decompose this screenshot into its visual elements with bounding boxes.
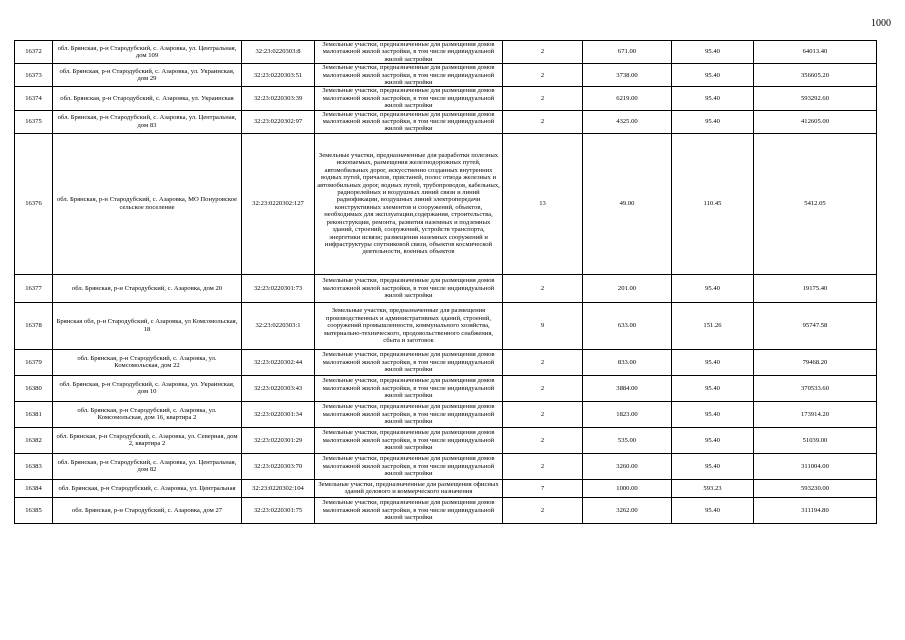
rate-cell: 151.26 [672, 302, 754, 349]
row-id-cell: 16373 [15, 64, 53, 87]
registry-rows [15, 41, 877, 524]
rate-cell: 95.40 [672, 427, 754, 453]
use-code-cell: 2 [503, 453, 583, 479]
cadastral-value-cell: 173914.20 [754, 401, 877, 427]
land-use-cell: Земельные участки, предназначенные для размещения домов малоэтажной жилой застройки, в том числе индивидуальной жилой застройки [315, 453, 503, 479]
area-cell: 833.00 [583, 349, 672, 375]
address-cell: обл. Брянская, р-н Стародубский, с. Азаровка, ул. Украинская [53, 87, 242, 110]
cadastral-value-cell: 593230.00 [754, 479, 877, 497]
area-cell: 1000.00 [583, 479, 672, 497]
address-cell: обл. Брянская, р-н Стародубский, с. Азаровка, МО Понуровское сельское поселение [53, 133, 242, 274]
address-cell: обл. Брянская, р-н Стародубский, с. Азаровка, ул. Украинская, дом 10 [53, 375, 242, 401]
land-registry-table [14, 40, 877, 524]
cadastral-number-cell: 32:23:0220301:34 [242, 401, 315, 427]
area-cell: 1823.00 [583, 401, 672, 427]
address-cell: обл. Брянская, р-н Стародубский, с. Азаровка, ул. Центральная [53, 479, 242, 497]
use-code-cell: 2 [503, 375, 583, 401]
use-code-cell: 2 [503, 401, 583, 427]
land-use-cell: Земельные участки, предназначенные для размещения домов малоэтажной жилой застройки, в том числе индивидуальной жилой застройки [315, 497, 503, 523]
use-code-cell: 2 [503, 349, 583, 375]
address-cell: Брянская обл, р-н Стародубский, с Азаровка, ул Комсомольская, 18 [53, 302, 242, 349]
area-cell: 3738.00 [583, 64, 672, 87]
use-code-cell: 2 [503, 427, 583, 453]
land-use-cell: Земельные участки, предназначенные для размещения производственных и административных зданий, строений, сооружений промышленности, коммунального хозяйства, материально-технического, продовольственного снабжения, сбыта и заготовок [315, 302, 503, 349]
table-row [15, 133, 877, 274]
area-cell: 535.00 [583, 427, 672, 453]
address-cell: обл. Брянская, р-н Стародубский, с. Азаровка, ул. Центральная, дом 109 [53, 41, 242, 64]
table-row [15, 401, 877, 427]
area-cell: 3260.00 [583, 453, 672, 479]
cadastral-value-cell: 311194.80 [754, 497, 877, 523]
area-cell: 6219.00 [583, 87, 672, 110]
rate-cell: 95.40 [672, 497, 754, 523]
cadastral-value-cell: 95747.58 [754, 302, 877, 349]
address-cell: обл. Брянская, р-н Стародубский, с. Азаровка, ул. Северная, дом 2, квартира 2 [53, 427, 242, 453]
use-code-cell: 2 [503, 110, 583, 133]
address-cell: обл. Брянская, р-н Стародубский, с. Азаровка, ул. Украинская, дом 29 [53, 64, 242, 87]
table-row [15, 479, 877, 497]
use-code-cell: 2 [503, 87, 583, 110]
cadastral-value-cell: 356605.20 [754, 64, 877, 87]
land-use-cell: Земельные участки, предназначенные для размещения домов малоэтажной жилой застройки, в том числе индивидуальной жилой застройки [315, 110, 503, 133]
land-use-cell: Земельные участки, предназначенные для размещения домов малоэтажной жилой застройки, в том числе индивидуальной жилой застройки [315, 401, 503, 427]
rate-cell: 95.40 [672, 64, 754, 87]
area-cell: 3884.00 [583, 375, 672, 401]
rate-cell: 110.45 [672, 133, 754, 274]
table-row [15, 302, 877, 349]
row-id-cell: 16380 [15, 375, 53, 401]
row-id-cell: 16372 [15, 41, 53, 64]
use-code-cell: 2 [503, 64, 583, 87]
land-use-cell: Земельные участки, предназначенные для размещения домов малоэтажной жилой застройки, в том числе индивидуальной жилой застройки [315, 375, 503, 401]
table-row [15, 64, 877, 87]
use-code-cell: 13 [503, 133, 583, 274]
table-row [15, 375, 877, 401]
area-cell: 201.00 [583, 274, 672, 302]
cadastral-value-cell: 370533.60 [754, 375, 877, 401]
land-use-cell: Земельные участки, предназначенные для размещения домов малоэтажной жилой застройки, в том числе индивидуальной жилой застройки [315, 349, 503, 375]
cadastral-number-cell: 32:23:0220302:44 [242, 349, 315, 375]
cadastral-number-cell: 32:23:0220303:51 [242, 64, 315, 87]
area-cell: 3262.00 [583, 497, 672, 523]
area-cell: 633.00 [583, 302, 672, 349]
land-use-cell: Земельные участки, предназначенные для размещения домов малоэтажной жилой застройки, в том числе индивидуальной жилой застройки [315, 87, 503, 110]
cadastral-value-cell: 593292.60 [754, 87, 877, 110]
row-id-cell: 16374 [15, 87, 53, 110]
row-id-cell: 16375 [15, 110, 53, 133]
cadastral-number-cell: 32:23:0220302:127 [242, 133, 315, 274]
rate-cell: 95.40 [672, 87, 754, 110]
cadastral-value-cell: 412605.00 [754, 110, 877, 133]
rate-cell: 95.40 [672, 274, 754, 302]
cadastral-number-cell: 32:23:0220303:39 [242, 87, 315, 110]
cadastral-number-cell: 32:23:0220301:75 [242, 497, 315, 523]
table-row [15, 349, 877, 375]
use-code-cell: 9 [503, 302, 583, 349]
row-id-cell: 16377 [15, 274, 53, 302]
land-use-cell: Земельные участки, предназначенные для размещения домов малоэтажной жилой застройки, в том числе индивидуальной жилой застройки [315, 274, 503, 302]
use-code-cell: 2 [503, 274, 583, 302]
area-cell: 4325.00 [583, 110, 672, 133]
row-id-cell: 16382 [15, 427, 53, 453]
rate-cell: 95.40 [672, 110, 754, 133]
table-row [15, 497, 877, 523]
rate-cell: 95.40 [672, 401, 754, 427]
address-cell: обл. Брянская, р-н Стародубский, с. Азаровка, ул. Центральная, дом 83 [53, 110, 242, 133]
land-use-cell: Земельные участки, предназначенные для разработки полезных ископаемых, размещения железнодорожных путей, автомобильных дорог, искусственно созданных внутренних водных путей, причалов, пристаней, полос отвода железных и автомобильных дорог, водных путей, трубопроводов, кабельных, радиорелейных и воздушных линий связи и линий радиофикации, воздушных линий электропередачи конструктивных элементов и сооружений, объектов, необходимых для эксплуатации,содержания, строительства, реконструкции, ремонта, развития наземных и подземных зданий, строений, сооружений, устройств транспорта, энергетики исвязи; размещения наземных сооружений и инфраструктуры спутниковой связи, объектов космической деятельности, военных объектов [315, 133, 503, 274]
cadastral-number-cell: 32:23:0220303:8 [242, 41, 315, 64]
land-use-cell: Земельные участки, предназначенные для размещения домов малоэтажной жилой застройки, в том числе индивидуальной жилой застройки [315, 427, 503, 453]
rate-cell: 95.40 [672, 41, 754, 64]
use-code-cell: 2 [503, 497, 583, 523]
land-use-cell: Земельные участки, предназначенные для размещения домов малоэтажной жилой застройки, в том числе индивидуальной жилой застройки [315, 41, 503, 64]
cadastral-number-cell: 32:23:0220303:43 [242, 375, 315, 401]
cadastral-value-cell: 79468.20 [754, 349, 877, 375]
page-number: 1000 [871, 18, 891, 29]
cadastral-value-cell: 19175.40 [754, 274, 877, 302]
use-code-cell: 7 [503, 479, 583, 497]
rate-cell: 95.40 [672, 453, 754, 479]
row-id-cell: 16383 [15, 453, 53, 479]
row-id-cell: 16376 [15, 133, 53, 274]
table-row [15, 87, 877, 110]
row-id-cell: 16381 [15, 401, 53, 427]
cadastral-value-cell: 311004.00 [754, 453, 877, 479]
table-row [15, 274, 877, 302]
cadastral-number-cell: 32:23:0220301:29 [242, 427, 315, 453]
land-use-cell: Земельные участки, предназначенные для размещения домов малоэтажной жилой застройки, в том числе индивидуальной жилой застройки [315, 64, 503, 87]
table-row [15, 453, 877, 479]
address-cell: обл. Брянская, р-н Стародубский, с. Азаровка, дом 27 [53, 497, 242, 523]
cadastral-value-cell: 51039.00 [754, 427, 877, 453]
cadastral-number-cell: 32:23:0220302:104 [242, 479, 315, 497]
address-cell: обл. Брянская, р-н Стародубский, с. Азаровка, ул. Комсомольская, дом 16, квартира 2 [53, 401, 242, 427]
address-cell: обл. Брянская, р-н Стародубский, с. Азаровка, ул. Комсомольская, дом 22 [53, 349, 242, 375]
cadastral-number-cell: 32:23:0220301:73 [242, 274, 315, 302]
rate-cell: 95.40 [672, 349, 754, 375]
rate-cell: 95.40 [672, 375, 754, 401]
row-id-cell: 16384 [15, 479, 53, 497]
address-cell: обл. Брянская, р-н Стародубский, с. Азаровка, дом 20 [53, 274, 242, 302]
address-cell: обл. Брянская, р-н Стародубский, с. Азаровка, ул. Центральная, дом 82 [53, 453, 242, 479]
table-row [15, 41, 877, 64]
row-id-cell: 16385 [15, 497, 53, 523]
table-row [15, 427, 877, 453]
cadastral-number-cell: 32:23:0220303:70 [242, 453, 315, 479]
cadastral-number-cell: 32:23:0220303:1 [242, 302, 315, 349]
cadastral-value-cell: 64013.40 [754, 41, 877, 64]
row-id-cell: 16378 [15, 302, 53, 349]
table-row [15, 110, 877, 133]
area-cell: 49.00 [583, 133, 672, 274]
cadastral-number-cell: 32:23:0220302:97 [242, 110, 315, 133]
land-use-cell: Земельные участки, предназначенные для размещения офисных зданий делового и коммерческого назначения [315, 479, 503, 497]
area-cell: 671.00 [583, 41, 672, 64]
row-id-cell: 16379 [15, 349, 53, 375]
cadastral-value-cell: 5412.05 [754, 133, 877, 274]
use-code-cell: 2 [503, 41, 583, 64]
rate-cell: 593.23 [672, 479, 754, 497]
